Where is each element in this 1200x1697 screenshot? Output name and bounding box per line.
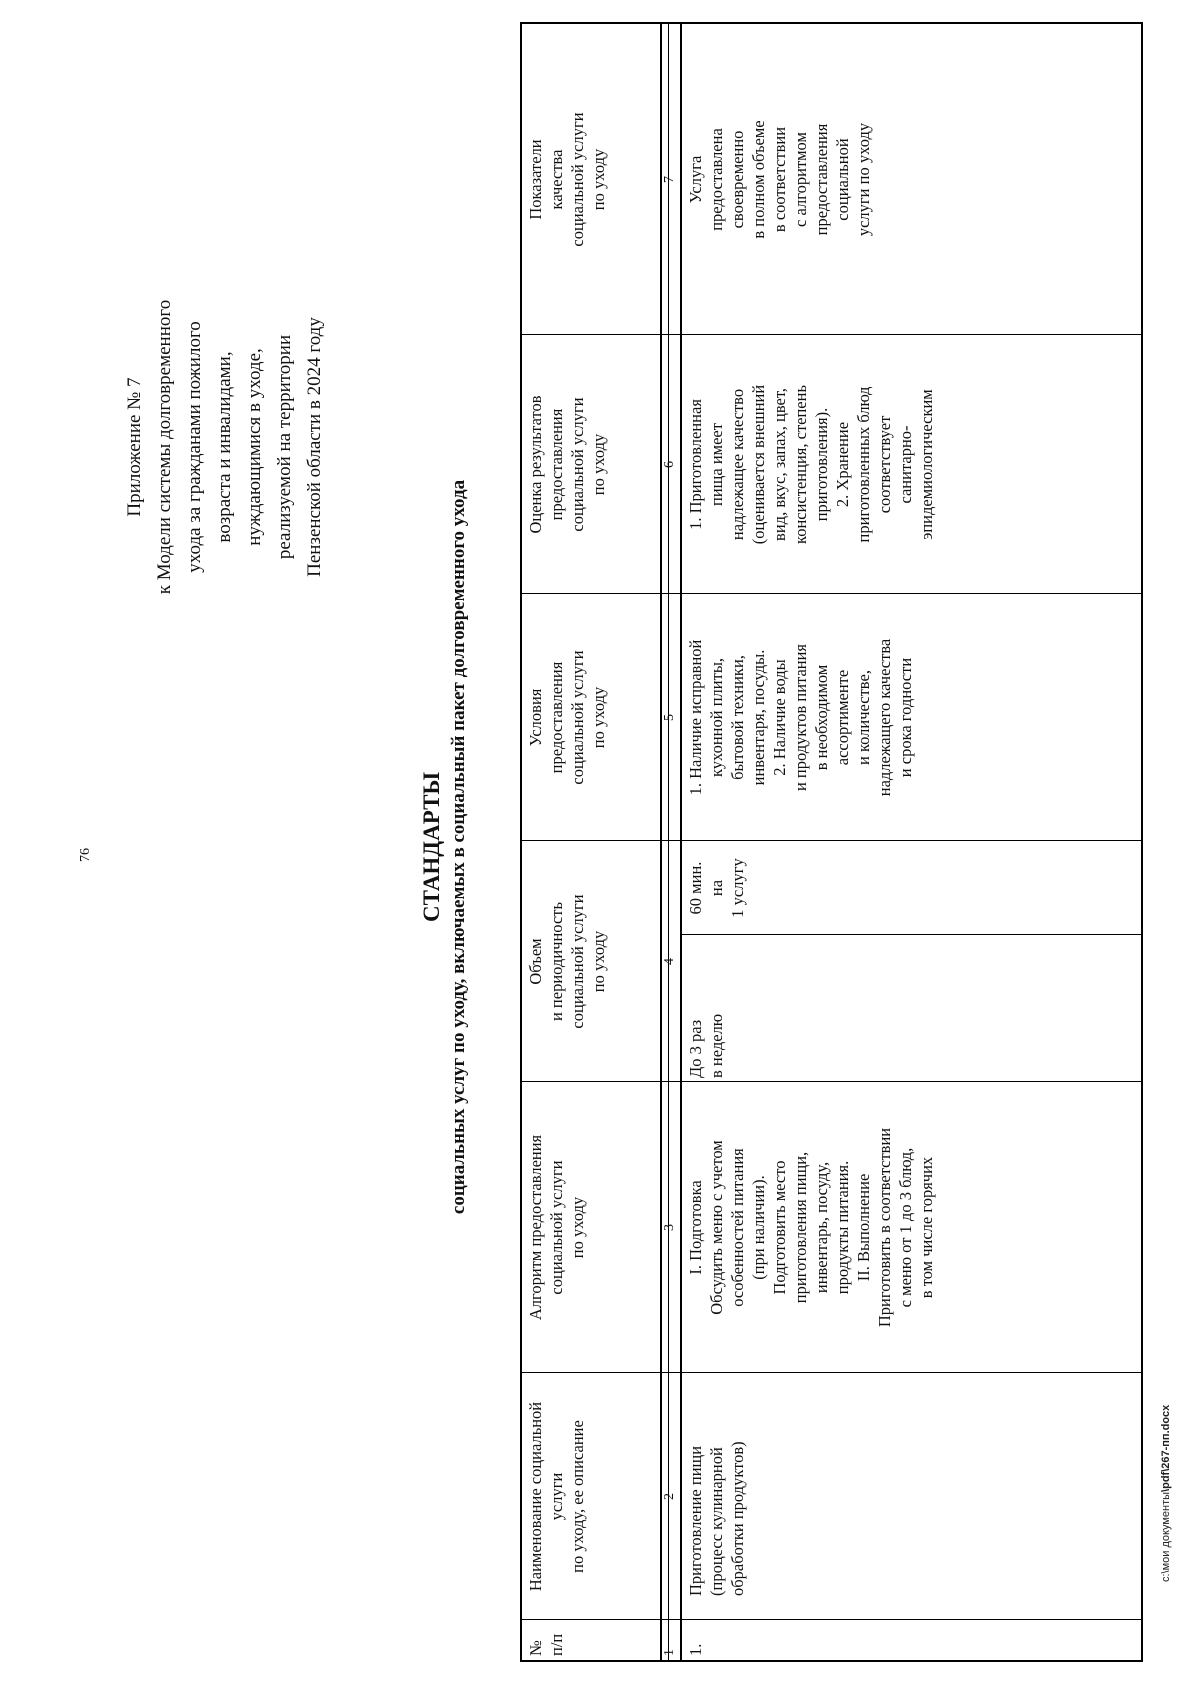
column-number: 3	[662, 1224, 677, 1231]
title-subtitle: социальных услуг по уходу, включаемых в социальный пакет долговременного ухода	[448, 479, 469, 1215]
header-quality: Показатели качества социальной услуги по уходу	[526, 112, 608, 247]
standards-table	[520, 22, 1143, 1662]
row-num: 1.	[686, 1643, 705, 1656]
header-volume: Объем и периодичность социальной услуги по уходу	[526, 894, 608, 1029]
column-number: 1	[662, 1649, 677, 1656]
column-number: 4	[662, 958, 677, 965]
column-number: 2	[662, 1493, 677, 1500]
row-service-name: Приготовление пищи (процесс кулинарной обработки продуктов)	[686, 1441, 747, 1596]
appendix-line: Пензенской области в 2024 году	[304, 317, 325, 577]
document-title	[418, 197, 472, 1497]
column-number: 5	[662, 714, 677, 721]
page-number: 76	[78, 848, 93, 862]
appendix-line: ухода за гражданами пожилого	[184, 321, 205, 573]
row-periodicity: 60 мин. на 1 услугу	[686, 858, 747, 918]
header-num: № п/п	[526, 1633, 566, 1656]
appendix-caption	[120, 237, 330, 657]
row-quality: Услуга предоставлена своевременно в полном объеме в соответствии с алгоритмом предоставления социальной услуги по уходу	[686, 120, 873, 239]
row-algorithm: I. Подготовка Обсудить меню с учетом особенностей питания (при наличии). Подготовить место приготовления пищи, инвентарь, посуду, продукты питания. II. Выполнение Приготовить в соответствии с меню от 1 до 3 блюд, в том числе горячих	[686, 1127, 936, 1328]
row-conditions: 1. Наличие исправной кухонной плиты, бытовой техники, инвентаря, посуды. 2. Наличие воды и продуктов питания в необходимом ассортименте и количестве, надлежащего качества и срока годности	[686, 638, 915, 797]
file-path-suffix: \pdf\267-пп.docx	[1160, 1404, 1172, 1492]
file-path-footer	[1160, 1405, 1172, 1582]
header-name: Наименование социальной услуги по уходу, ее описание	[526, 1401, 587, 1592]
column-number: 6	[662, 461, 677, 468]
appendix-line: реализуемой на территории	[274, 334, 295, 560]
row-volume: До 3 раз в неделю	[686, 1013, 726, 1078]
appendix-line: нуждающимися в уходе,	[244, 348, 265, 546]
appendix-line: к Модели системы долговременного	[154, 299, 175, 595]
row-evaluation: 1. Приготовленная пища имеет надлежащее качество (оценивается внешний вид, вкус, запах, цвет, консистенция, степень приготовления). 2. Хранение приготовленных блюд соответствует санитарно- эпидемиологическим	[686, 384, 936, 545]
title-main: СТАНДАРТЫ	[419, 772, 444, 922]
appendix-line: Приложение № 7	[124, 377, 145, 517]
header-conditions: Условия предоставления социальной услуги по уходу	[526, 650, 608, 785]
header-evaluation: Оценка результатов предоставления социальной услуги по уходу	[526, 395, 608, 534]
file-path-prefix: c:\мои документы	[1160, 1491, 1172, 1582]
header-algorithm: Алгоритм предоставления социальной услуги по уходу	[526, 1134, 587, 1321]
column-number: 7	[662, 176, 677, 183]
appendix-line: возраста и инвалидами,	[214, 351, 235, 543]
